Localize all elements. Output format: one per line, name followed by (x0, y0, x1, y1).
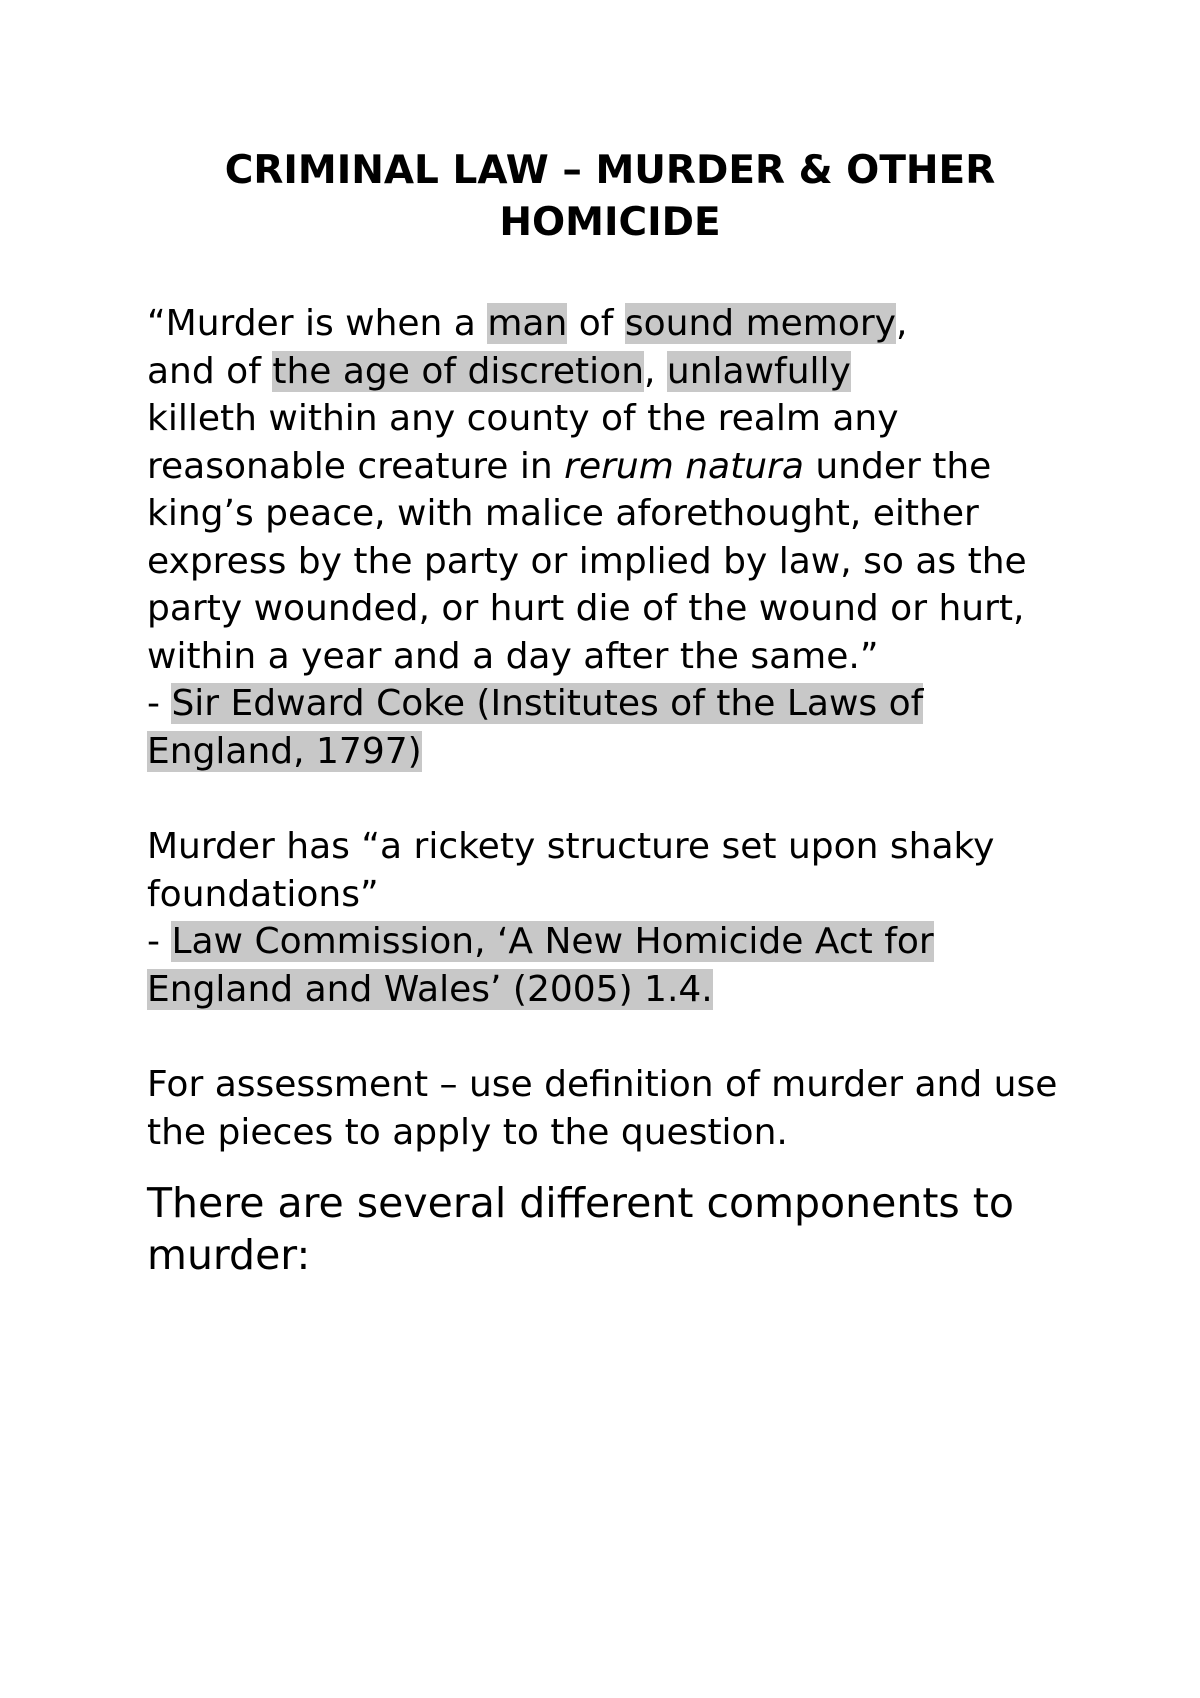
coke-citation (147, 680, 1077, 775)
coke-quote (147, 300, 1077, 680)
quote-text: , (895, 303, 908, 344)
highlight-commission-citation: Law Commission, ‘A New Homicide Act for England and Wales’ (2005) 1.4. (147, 921, 934, 1010)
quote-text: , (644, 350, 667, 392)
highlight-unlawfully: unlawfully (666, 350, 851, 392)
highlight-sound-memory: sound memory (624, 303, 896, 344)
highlight-age-of-discretion: the age of discretion (272, 350, 645, 392)
citation-dash: - (147, 921, 172, 962)
quote-text: under the king’s peace, with malice aforethought, either express by the party or implied by law, so as the party wounded, or hurt die of the wound or hurt, within a year and a day after the same.” (147, 445, 1027, 677)
commission-quote-block (147, 823, 1077, 1013)
document-title: CRIMINAL LAW – MURDER & OTHER HOMICIDE (224, 148, 996, 245)
highlight-coke-citation: Sir Edward Coke (Institutes of the Laws of England, 1797) (147, 683, 924, 772)
quote-text: of (567, 303, 625, 344)
components-heading: There are several different components to murder: (147, 1179, 1014, 1279)
assessment-note: For assessment – use definition of murder and use the pieces to apply to the question. (147, 1064, 1058, 1153)
quote-text: killeth within any county of the realm any reasonable creature in (147, 398, 899, 487)
italic-rerum-natura: rerum natura (564, 445, 804, 487)
commission-quote: Murder has “a rickety structure set upon shaky foundations” (147, 826, 995, 915)
highlight-man: man (487, 303, 568, 344)
commission-citation (147, 918, 1077, 1013)
citation-dash: - (147, 683, 172, 724)
quote-text: and of (147, 350, 273, 392)
coke-quote-block (147, 300, 1077, 775)
document-page (147, 145, 1077, 1281)
quote-text: “Murder is when a (147, 303, 488, 344)
